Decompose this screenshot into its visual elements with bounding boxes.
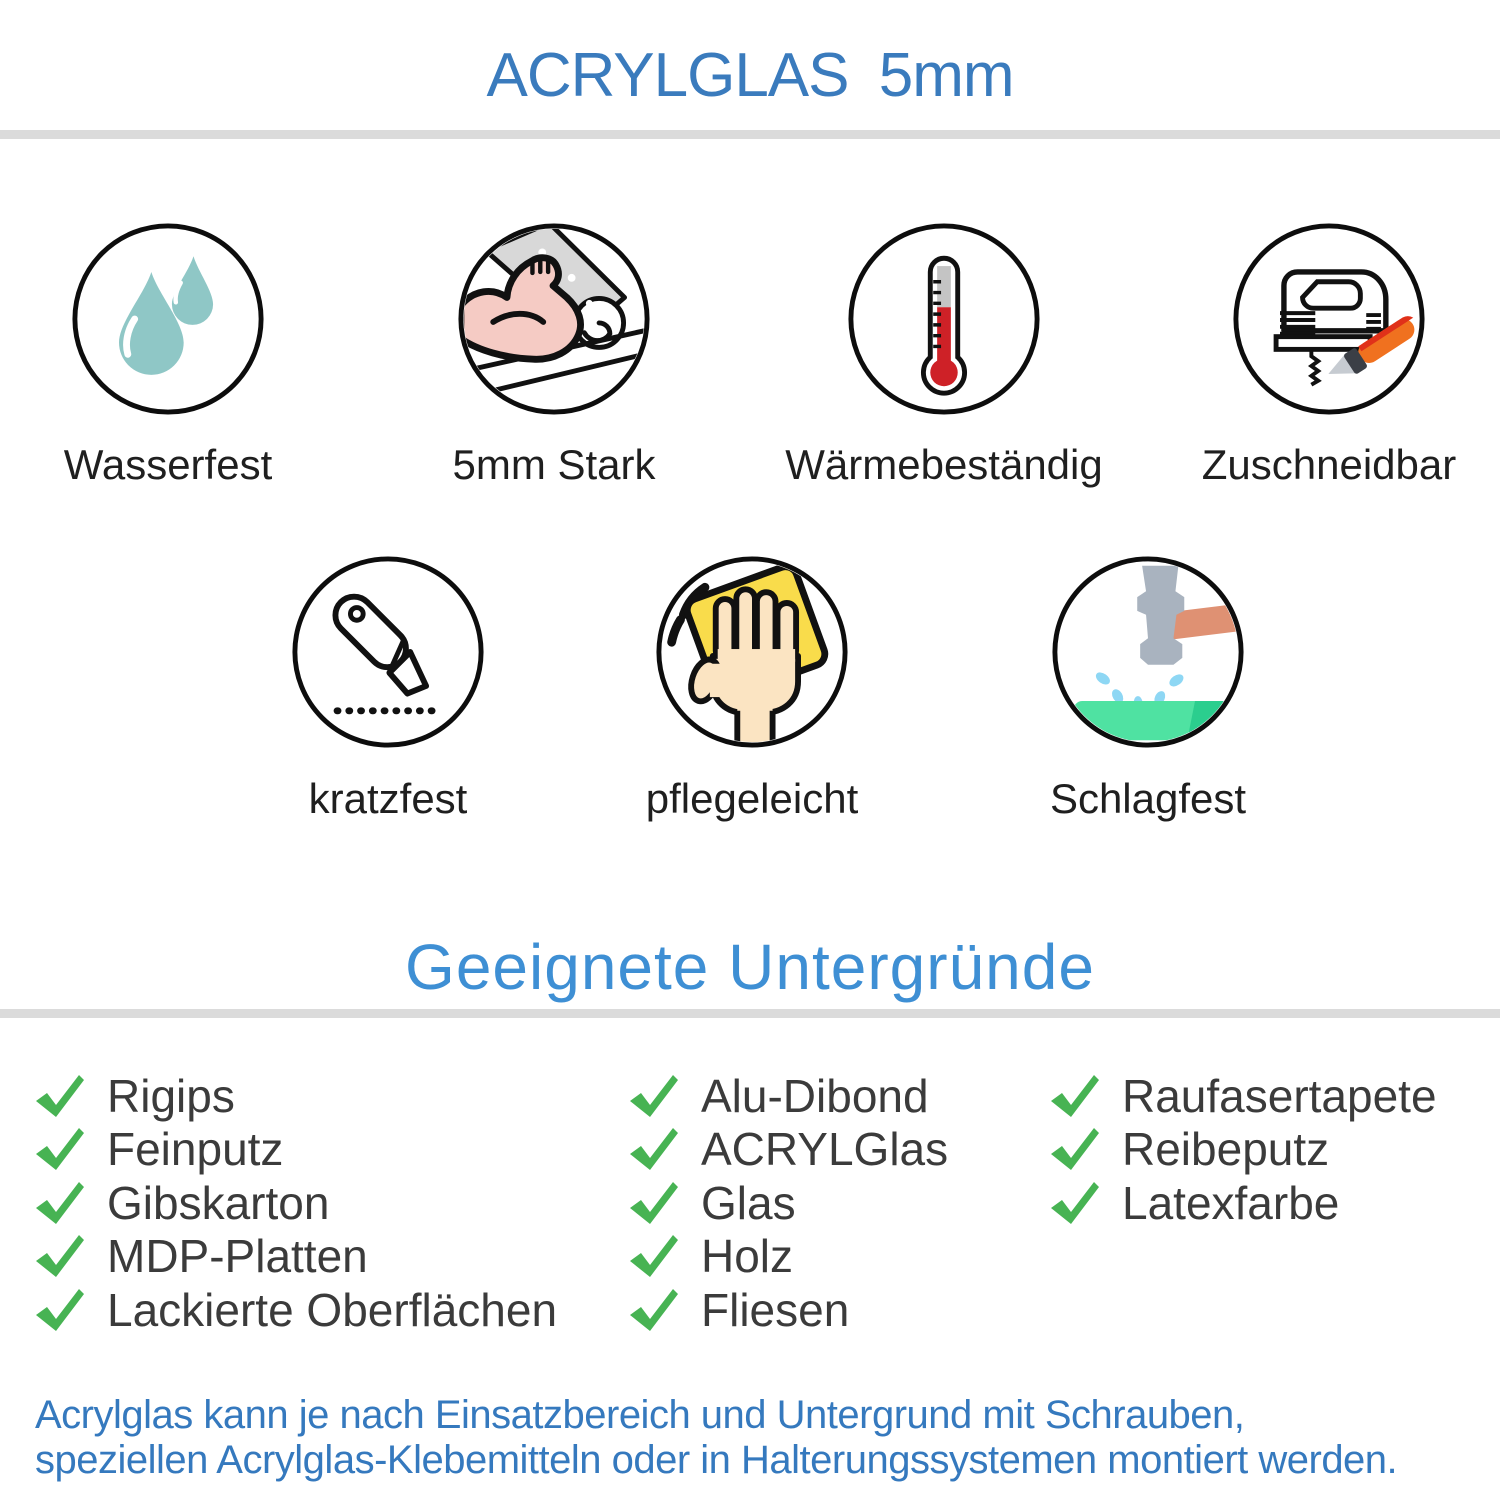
wiping-hand-icon: [654, 554, 850, 750]
substrate-label: Alu-Dibond: [701, 1069, 929, 1122]
substrate-column-2: [627, 1069, 948, 1337]
feature-zuschneidbar: [1231, 221, 1427, 417]
divider-bar-bottom: [0, 1009, 1500, 1018]
list-item: [33, 1176, 557, 1230]
list-item: [627, 1069, 948, 1123]
check-icon: [33, 1180, 85, 1226]
hammer-icon: [1050, 554, 1246, 750]
muscle-arm-icon: [456, 221, 652, 417]
check-icon: [1048, 1180, 1100, 1226]
feature-label-schlagfest: Schlagfest: [1049, 775, 1247, 822]
section-title: Geeignete Untergründe: [405, 931, 1095, 1003]
substrate-label: Reibeputz: [1122, 1123, 1330, 1176]
feature-wasserfest: [70, 221, 266, 417]
list-item: [627, 1123, 948, 1177]
substrate-label: Latexfarbe: [1122, 1176, 1340, 1229]
substrate-label: Lackierte Oberflächen: [107, 1283, 558, 1336]
list-item: [1048, 1123, 1437, 1177]
substrate-label: Fliesen: [701, 1283, 850, 1336]
check-icon: [627, 1073, 679, 1119]
check-icon: [627, 1126, 679, 1172]
check-icon: [33, 1126, 85, 1172]
substrate-column-1: [33, 1069, 557, 1337]
cutter-knife-icon: [290, 554, 486, 750]
list-item: [33, 1230, 557, 1284]
list-item: [627, 1176, 948, 1230]
list-item: [627, 1230, 948, 1284]
check-icon: [1048, 1073, 1100, 1119]
feature-label-wasserfest: Wasserfest: [63, 441, 273, 488]
substrate-label: Gibskarton: [107, 1176, 330, 1229]
jigsaw-icon: [1231, 221, 1427, 417]
feature-label-waermebestaendig: Wärmebeständig: [785, 441, 1103, 488]
footer-text-line1: Acrylglas kann je nach Einsatzbereich und Untergrund mit Schrauben,: [35, 1393, 1245, 1437]
feature-schlagfest: [1050, 554, 1246, 750]
list-item: [33, 1069, 557, 1123]
substrate-label: Raufasertapete: [1122, 1069, 1437, 1122]
substrate-label: Glas: [701, 1176, 796, 1229]
feature-label-zuschneidbar: Zuschneidbar: [1201, 441, 1457, 488]
list-item: [1048, 1069, 1437, 1123]
divider-bar-top: [0, 130, 1500, 139]
feature-kratzfest: [290, 554, 486, 750]
list-item: [1048, 1176, 1437, 1230]
water-drops-icon: [70, 221, 266, 417]
check-icon: [627, 1287, 679, 1333]
thermometer-icon: [846, 221, 1042, 417]
check-icon: [627, 1233, 679, 1279]
feature-waermebestaendig: [846, 221, 1042, 417]
substrate-label: Rigips: [107, 1069, 235, 1122]
check-icon: [33, 1287, 85, 1333]
list-item: [33, 1283, 557, 1337]
substrate-label: ACRYLGlas: [701, 1123, 949, 1176]
substrate-label: Feinputz: [107, 1123, 284, 1176]
footer-text-line2: speziellen Acrylglas-Klebemitteln oder in Halterungssystemen montiert werden.: [35, 1438, 1398, 1482]
list-item: [33, 1123, 557, 1177]
substrate-label: Holz: [701, 1230, 794, 1283]
substrate-column-3: [1048, 1069, 1437, 1230]
list-item: [627, 1283, 948, 1337]
feature-5mm-stark: [456, 221, 652, 417]
check-icon: [33, 1233, 85, 1279]
substrate-label: MDP-Platten: [107, 1230, 368, 1283]
check-icon: [33, 1073, 85, 1119]
feature-label-5mm-stark: 5mm Stark: [452, 441, 656, 488]
feature-label-pflegeleicht: pflegeleicht: [645, 775, 859, 822]
feature-label-kratzfest: kratzfest: [308, 775, 468, 822]
check-icon: [1048, 1126, 1100, 1172]
feature-pflegeleicht: [654, 554, 850, 750]
check-icon: [627, 1180, 679, 1226]
page-title: ACRYLGLAS 5mm: [486, 41, 1014, 110]
